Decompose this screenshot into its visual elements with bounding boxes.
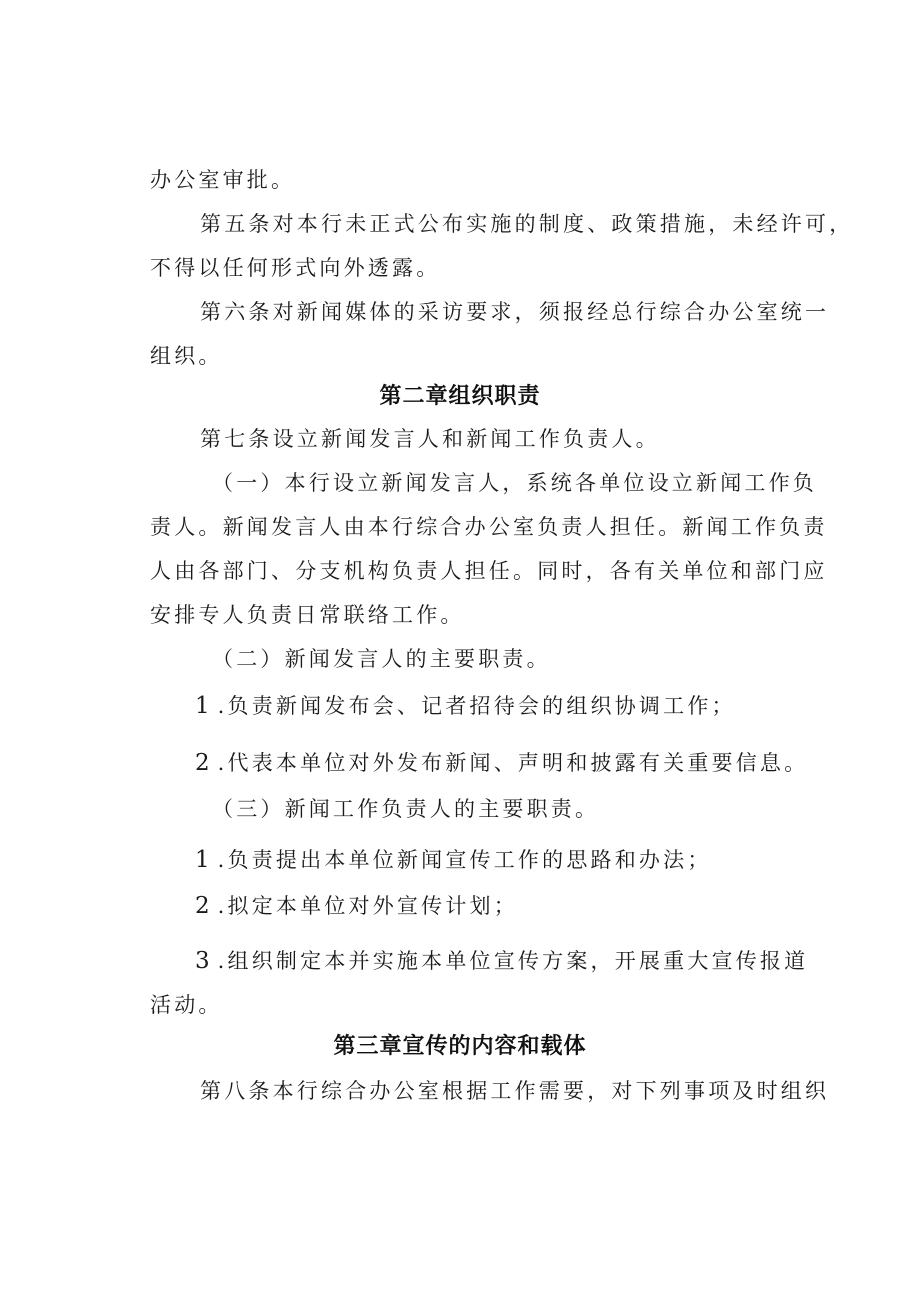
item-2-heading: （二）新闻发言人的主要职责。 xyxy=(212,647,551,671)
item-2-2 xyxy=(195,748,808,778)
paragraph-line: 办公室审批。 xyxy=(150,168,296,192)
list-number: 2 xyxy=(195,893,218,919)
article-6-line-1: 第六条对新闻媒体的采访要求，须报经总行综合办公室统一 xyxy=(200,300,830,324)
article-5-line-1: 第五条对本行未正式公布实施的制度、政策措施，未经许可， xyxy=(200,212,854,236)
article-6-line-2: 组织。 xyxy=(150,344,223,368)
article-8: 第八条本行综合办公室根据工作需要，对下列事项及时组织 xyxy=(200,1079,830,1103)
item-1-line-4: 安排专人负责日常联络工作。 xyxy=(150,603,465,627)
item-1-line-1: （一）本行设立新闻发言人，系统各单位设立新闻工作负 xyxy=(212,471,817,495)
list-number: 1 xyxy=(195,693,218,719)
item-2-1 xyxy=(195,691,736,721)
list-text: .负责新闻发布会、记者招待会的组织协调工作； xyxy=(217,694,736,718)
list-text: .代表本单位对外发布新闻、声明和披露有关重要信息。 xyxy=(217,751,809,775)
item-3-2 xyxy=(195,891,518,921)
list-text: .负责提出本单位新闻宣传工作的思路和办法； xyxy=(217,848,712,872)
list-text: .组织制定本并实施本单位宣传方案，开展重大宣传报道 xyxy=(217,949,809,973)
list-number: 3 xyxy=(195,948,218,974)
item-1-line-3: 人由各部门、分支机构负责人担任。同时，各有关单位和部门应 xyxy=(150,559,828,583)
item-3-3-line-1 xyxy=(195,946,808,976)
list-text: .拟定本单位对外宣传计划； xyxy=(217,894,518,918)
chapter-2-heading: 第二章组织职责 xyxy=(379,384,541,409)
article-5-line-2: 不得以任何形式向外透露。 xyxy=(150,256,441,280)
chapter-3-heading: 第三章宣传的内容和载体 xyxy=(333,1034,587,1059)
list-number: 1 xyxy=(195,847,218,873)
article-7: 第七条设立新闻发言人和新闻工作负责人。 xyxy=(200,427,660,451)
item-3-3-line-2: 活动。 xyxy=(150,993,223,1017)
item-1-line-2: 责人。新闻发言人由本行综合办公室负责人担任。新闻工作负责 xyxy=(150,515,828,539)
item-3-1 xyxy=(195,845,712,875)
item-3-heading: （三）新闻工作负责人的主要职责。 xyxy=(212,797,600,821)
list-number: 2 xyxy=(195,750,218,776)
